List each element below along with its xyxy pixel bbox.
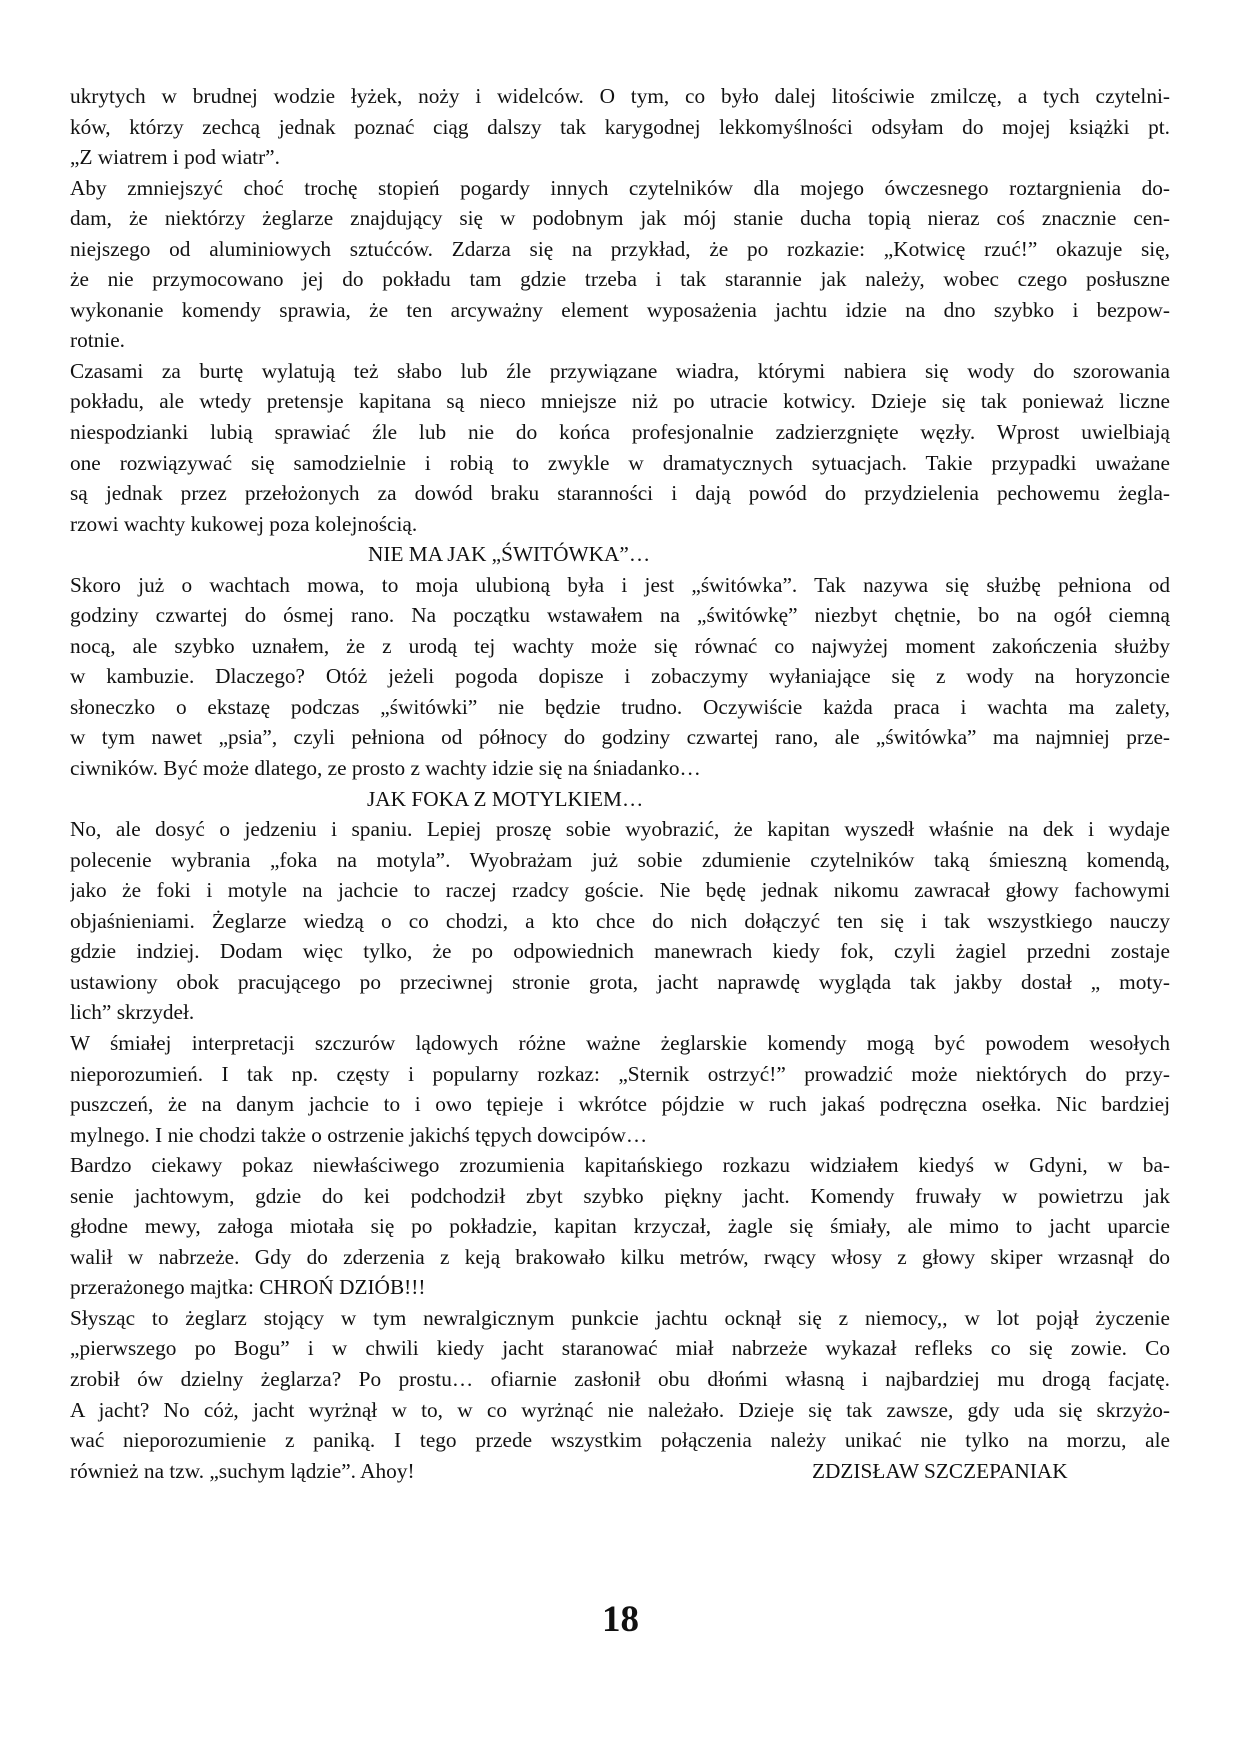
text-line: słoneczko o ekstazę podczas „świtówki” nie będzie trudno. Oczywiście każda praca i wachta ma zalety,: [70, 694, 1170, 719]
text-line: Czasami za burtę wylatują też słabo lub źle przywiązane wiadra, którymi nabiera się wody do szorowania: [70, 358, 1170, 383]
author-signature: ZDZISŁAW SZCZEPANIAK: [812, 1458, 1068, 1483]
text-line: A jacht? No cóż, jacht wyrżnął w to, w co wyrżnąć nie należało. Dzieje się tak zawsze, gdy uda się skrzyżo-: [70, 1397, 1170, 1422]
page-number: 18: [602, 1599, 639, 1640]
text-line: ustawiony obok pracującego po przeciwnej stronie grota, jacht naprawdę wygląda tak jakby dostał „ moty-: [70, 969, 1170, 994]
section-heading: JAK FOKA Z MOTYLKIEM…: [367, 786, 644, 811]
text-line: wać nieporozumienie z paniką. I tego przede wszystkim połączenia należy unikać nie tylko na morzu, ale: [70, 1428, 1170, 1453]
text-line: gdzie indziej. Dodam więc tylko, że po odpowiednich manewrach kiedy fok, czyli żagiel przedni zostaje: [70, 939, 1170, 964]
text-line: głodne mewy, załoga miotała się po pokładzie, kapitan krzyczał, żagle się śmiały, ale mimo to jacht uparcie: [70, 1214, 1170, 1239]
text-line: ukrytych w brudnej wodzie łyżek, noży i widelców. O tym, co było dalej litościwie zmilczę, a tych czytelni-: [70, 84, 1170, 108]
text-line: rzowi wachty kukowej poza kolejnością.: [70, 511, 418, 536]
text-line: ciwników. Być może dlatego, ze prosto z wachty idzie się na śniadanko…: [70, 756, 701, 781]
closing-line: [70, 1456, 1170, 1487]
text-line: dam, że niektórzy żeglarze znajdujący się w podobnym jak mój stanie ducha topią nieraz coś znacznie cen-: [70, 206, 1170, 231]
text-line: puszczeń, że na danym jachcie to i owo tępieje i wkrótce pójdzie w ruch jakaś podręczna osełka. Nic bardziej: [70, 1092, 1170, 1117]
text-line: one rozwiązywać się samodzielnie i robią to zwykle w dramatycznych sytuacjach. Takie przypadki uważane: [70, 450, 1170, 475]
text-line: jako że foki i motyle na jachcie to raczej rzadcy goście. Nie będę jednak nikomu zawracał głowy fachowymi: [70, 878, 1170, 903]
text-line: objaśnieniami. Żeglarze wiedzą o co chodzi, a kto chce do nich dołączyć ten się i tak wszystkiego nauczy: [70, 908, 1170, 933]
text-line: godziny czwartej do ósmej rano. Na początku wstawałem na „świtówkę” niezbyt chętnie, bo na ogół ciemną: [70, 603, 1170, 628]
text-line: nocą, ale szybko uznałem, że z urodą tej wachty może się równać co najwyżej moment zakończenia służby: [70, 633, 1170, 658]
text-line: Słysząc to żeglarz stojący w tym newralgicznym punkcie jachtu ocknął się z niemocy,, w lot pojął życzenie: [70, 1305, 1170, 1330]
text-line: że nie przymocowano jej do pokładu tam gdzie trzeba i tak starannie jak należy, wobec czego posłuszne: [70, 267, 1170, 292]
section-heading: NIE MA JAK „ŚWITÓWKA”…: [368, 542, 651, 567]
text-line: Skoro już o wachtach mowa, to moja ulubioną była i jest „świtówka”. Tak nazywa się służbę pełniona od: [70, 572, 1170, 597]
text-line: niejszego od aluminiowych sztućców. Zdarza się na przykład, że po rozkazie: „Kotwicę rzuć!” okazuje się,: [70, 236, 1170, 261]
text-line: w kambuzie. Dlaczego? Otóż jeżeli pogoda dopisze i zobaczymy wyłaniające się z wody na horyzoncie: [70, 664, 1170, 689]
text-line: nieporozumień. I tak np. częsty i popularny rozkaz: „Sternik ostrzyć!” prowadzić może niektórych do przy-: [70, 1061, 1170, 1086]
text-line: walił w nabrzeże. Gdy do zderzenia z keją brakowało kilku metrów, rwący włosy z głowy skiper wrzasnął do: [70, 1244, 1170, 1269]
text-line: zrobił ów dzielny żeglarza? Po prostu… ofiarnie zasłonił obu dłońmi własną i najbardziej mu drogą facjatę.: [70, 1366, 1170, 1391]
document-body: [70, 81, 1170, 1486]
closing-text: również na tzw. „suchym lądzie”. Ahoy!: [70, 1458, 415, 1483]
text-line: pokładu, ale wtedy pretensje kapitana są nieco mniejsze niż po utracie kotwicy. Dzieje się tak ponieważ liczne: [70, 389, 1170, 414]
text-line: lich” skrzydeł.: [70, 1000, 195, 1025]
text-line: „Z wiatrem i pod wiatr”.: [70, 145, 280, 170]
text-line: niespodzianki lubią sprawiać źle lub nie do końca profesjonalnie zadzierzgnięte węzły. Wprost uwielbiają: [70, 420, 1170, 445]
text-line: przerażonego majtka: CHROŃ DZIÓB!!!: [70, 1275, 426, 1300]
text-line: „pierwszego po Bogu” i w chwili kiedy jacht staranować miał nabrzeże wykazał refleks co się zowie. Co: [70, 1336, 1170, 1361]
text-line: No, ale dosyć o jedzeniu i spaniu. Lepiej proszę sobie wyobrazić, że kapitan wyszedł właśnie na dek i wydaje: [70, 817, 1170, 842]
text-line: W śmiałej interpretacji szczurów lądowych różne ważne żeglarskie komendy mogą być powodem wesołych: [70, 1030, 1170, 1055]
text-line: senie jachtowym, gdzie do kei podchodził zbyt szybko piękny jacht. Komendy fruwały w powietrzu jak: [70, 1183, 1170, 1208]
text-line: w tym nawet „psia”, czyli pełniona od północy do godziny czwartej rano, ale „świtówka” ma najmniej prze-: [70, 725, 1170, 750]
text-line: polecenie wybrania „foka na motyla”. Wyobrażam już sobie zdumienie czytelników taką śmieszną komendą,: [70, 847, 1170, 872]
text-line: ków, którzy zechcą jednak poznać ciąg dalszy tak karygodnej lekkomyślności odsyłam do mojej książki pt.: [70, 114, 1170, 139]
text-line: mylnego. I nie chodzi także o ostrzenie jakichś tępych dowcipów…: [70, 1122, 648, 1147]
text-line: wykonanie komendy sprawia, że ten arcyważny element wyposażenia jachtu idzie na dno szybko i bezpow-: [70, 297, 1170, 322]
text-line: są jednak przez przełożonych za dowód braku staranności i dają powód do przydzielenia pechowemu żegla-: [70, 481, 1170, 506]
text-line: rotnie.: [70, 328, 125, 353]
text-line: Aby zmniejszyć choć trochę stopień pogardy innych czytelników dla mojego ówczesnego roztargnienia do-: [70, 175, 1170, 200]
text-line: Bardzo ciekawy pokaz niewłaściwego zrozumienia kapitańskiego rozkazu widziałem kiedyś w Gdyni, w ba-: [70, 1153, 1170, 1178]
